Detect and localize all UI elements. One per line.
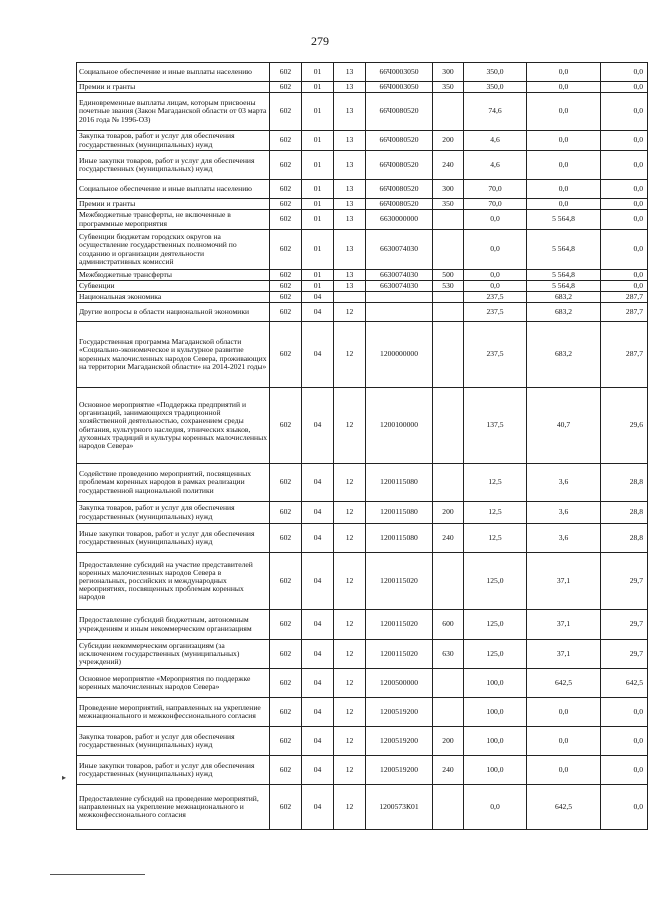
cell-section-code: 04 — [302, 727, 334, 756]
cell-section-code: 01 — [302, 63, 334, 82]
cell-amount-year-1: 12,5 — [464, 524, 527, 553]
cell-target-article-code: 1200573К01 — [366, 785, 433, 830]
cell-target-article-code: 66Ч0003050 — [366, 63, 433, 82]
cell-amount-year-1: 0,0 — [464, 281, 527, 292]
page-number: 279 — [311, 34, 329, 48]
cell-amount-year-3: 0,0 — [601, 82, 648, 93]
cell-amount-year-1: 237,5 — [464, 292, 527, 303]
cell-amount-year-2: 5 564,8 — [527, 230, 601, 270]
cell-amount-year-1: 74,6 — [464, 93, 527, 131]
cell-section-code: 04 — [302, 669, 334, 698]
cell-ministry-code: 602 — [270, 502, 302, 524]
cell-section-code: 04 — [302, 756, 334, 785]
cell-subsection-code: 13 — [334, 93, 366, 131]
cell-target-article-code: 66Ч0080520 — [366, 180, 433, 199]
cell-amount-year-2: 5 564,8 — [527, 210, 601, 230]
cell-subsection-code: 12 — [334, 524, 366, 553]
cell-row-name: Закупка товаров, работ и услуг для обеспечения государственных (муниципальных) нужд — [77, 727, 270, 756]
cell-target-article-code: 1200519200 — [366, 727, 433, 756]
cell-row-name: Иные закупки товаров, работ и услуг для обеспечения государственных (муниципальных) нужд — [77, 756, 270, 785]
footnote-rule — [50, 874, 145, 875]
cell-section-code: 01 — [302, 230, 334, 270]
cell-amount-year-2: 3,6 — [527, 502, 601, 524]
cell-amount-year-3: 0,0 — [601, 93, 648, 131]
cell-amount-year-3: 28,8 — [601, 464, 648, 502]
cell-amount-year-1: 137,5 — [464, 388, 527, 464]
cell-amount-year-3: 0,0 — [601, 756, 648, 785]
cell-amount-year-3: 28,8 — [601, 524, 648, 553]
table-row — [77, 131, 648, 151]
cell-section-code: 01 — [302, 151, 334, 180]
table-row — [77, 464, 648, 502]
cell-subsection-code: 12 — [334, 303, 366, 322]
cell-target-article-code: 66Ч0080520 — [366, 199, 433, 210]
cell-section-code: 01 — [302, 281, 334, 292]
cell-row-name: Иные закупки товаров, работ и услуг для обеспечения государственных (муниципальных) нужд — [77, 524, 270, 553]
cell-ministry-code: 602 — [270, 199, 302, 210]
table-row — [77, 151, 648, 180]
cell-amount-year-2: 0,0 — [527, 698, 601, 727]
cell-amount-year-2: 37,1 — [527, 553, 601, 610]
cell-expense-type-code: 350 — [433, 82, 464, 93]
cell-section-code: 01 — [302, 93, 334, 131]
cell-amount-year-3: 287,7 — [601, 322, 648, 388]
cell-expense-type-code — [433, 553, 464, 610]
cell-row-name: Основное мероприятие «Поддержка предприятий и организаций, занимающихся традиционной хозяйственной деятельностью, сохранением среды обитания, культурного наследия, этнических языков, духовных традиций и культуры коренных малочисленных народов Севера» — [77, 388, 270, 464]
cell-row-name: Закупка товаров, работ и услуг для обеспечения государственных (муниципальных) нужд — [77, 502, 270, 524]
cell-amount-year-1: 70,0 — [464, 180, 527, 199]
table-row — [77, 199, 648, 210]
cell-amount-year-1: 100,0 — [464, 756, 527, 785]
table-row — [77, 63, 648, 82]
cell-subsection-code: 13 — [334, 199, 366, 210]
cell-subsection-code: 12 — [334, 502, 366, 524]
cell-row-name: Другие вопросы в области национальной экономики — [77, 303, 270, 322]
cell-target-article-code: 66Ч0080520 — [366, 93, 433, 131]
cell-subsection-code: 12 — [334, 669, 366, 698]
cell-expense-type-code — [433, 230, 464, 270]
cell-amount-year-1: 0,0 — [464, 210, 527, 230]
table-row — [77, 698, 648, 727]
cell-amount-year-2: 5 564,8 — [527, 270, 601, 281]
cell-ministry-code: 602 — [270, 63, 302, 82]
table-row — [77, 502, 648, 524]
cell-ministry-code: 602 — [270, 727, 302, 756]
cell-expense-type-code: 200 — [433, 502, 464, 524]
cell-row-name: Единовременные выплаты лицам, которым присвоены почетные звания (Закон Магаданской области от 03 марта 2016 года № 1996-ОЗ) — [77, 93, 270, 131]
cell-subsection-code: 13 — [334, 63, 366, 82]
table-row — [77, 180, 648, 199]
cell-amount-year-1: 0,0 — [464, 230, 527, 270]
cell-amount-year-3: 0,0 — [601, 199, 648, 210]
cell-section-code: 04 — [302, 322, 334, 388]
budget-table — [76, 62, 648, 830]
table-row — [77, 610, 648, 640]
cell-amount-year-1: 12,5 — [464, 464, 527, 502]
cell-ministry-code: 602 — [270, 610, 302, 640]
cell-expense-type-code: 240 — [433, 524, 464, 553]
table-row — [77, 93, 648, 131]
cell-amount-year-3: 0,0 — [601, 230, 648, 270]
cell-subsection-code: 12 — [334, 640, 366, 669]
cell-ministry-code: 602 — [270, 388, 302, 464]
cell-subsection-code: 13 — [334, 281, 366, 292]
cell-target-article-code: 66Ч0080520 — [366, 151, 433, 180]
cell-amount-year-2: 642,5 — [527, 785, 601, 830]
cell-expense-type-code: 240 — [433, 151, 464, 180]
cell-ministry-code: 602 — [270, 82, 302, 93]
cell-amount-year-3: 0,0 — [601, 151, 648, 180]
cell-target-article-code: 1200519200 — [366, 698, 433, 727]
cell-row-name: Премии и гранты — [77, 82, 270, 93]
cell-row-name: Содействие проведению мероприятий, посвященных проблемам коренных народов в рамках реализации государственной национальной политики — [77, 464, 270, 502]
cell-amount-year-2: 0,0 — [527, 756, 601, 785]
cell-amount-year-1: 100,0 — [464, 698, 527, 727]
cell-amount-year-2: 3,6 — [527, 464, 601, 502]
cell-amount-year-3: 29,6 — [601, 388, 648, 464]
cell-section-code: 04 — [302, 464, 334, 502]
cell-row-name: Субвенции — [77, 281, 270, 292]
cell-amount-year-3: 0,0 — [601, 270, 648, 281]
cell-amount-year-2: 0,0 — [527, 131, 601, 151]
table-row — [77, 82, 648, 93]
cell-amount-year-3: 0,0 — [601, 698, 648, 727]
cell-expense-type-code: 600 — [433, 610, 464, 640]
cell-amount-year-2: 683,2 — [527, 292, 601, 303]
cell-target-article-code: 6630000000 — [366, 210, 433, 230]
cell-expense-type-code: 350 — [433, 199, 464, 210]
cell-section-code: 04 — [302, 388, 334, 464]
budget-table-body — [77, 63, 648, 830]
cell-amount-year-3: 0,0 — [601, 727, 648, 756]
cell-subsection-code: 12 — [334, 698, 366, 727]
cell-ministry-code: 602 — [270, 292, 302, 303]
cell-expense-type-code: 200 — [433, 727, 464, 756]
cell-subsection-code: 12 — [334, 727, 366, 756]
cell-target-article-code: 1200115080 — [366, 502, 433, 524]
cell-expense-type-code: 500 — [433, 270, 464, 281]
cell-section-code: 04 — [302, 524, 334, 553]
cell-row-name: Премии и гранты — [77, 199, 270, 210]
cell-target-article-code: 1200115080 — [366, 464, 433, 502]
cell-row-name: Субсидии некоммерческим организациям (за исключением государственных (муниципальных) учреждений) — [77, 640, 270, 669]
cell-amount-year-1: 0,0 — [464, 785, 527, 830]
cell-amount-year-2: 37,1 — [527, 610, 601, 640]
margin-mark: ▸ — [62, 773, 67, 782]
cell-amount-year-2: 0,0 — [527, 151, 601, 180]
cell-ministry-code: 602 — [270, 230, 302, 270]
cell-amount-year-3: 0,0 — [601, 210, 648, 230]
cell-subsection-code: 13 — [334, 131, 366, 151]
cell-subsection-code: 12 — [334, 553, 366, 610]
cell-expense-type-code — [433, 785, 464, 830]
cell-row-name: Национальная экономика — [77, 292, 270, 303]
cell-ministry-code: 602 — [270, 131, 302, 151]
cell-amount-year-3: 287,7 — [601, 292, 648, 303]
cell-amount-year-2: 3,6 — [527, 524, 601, 553]
cell-expense-type-code — [433, 210, 464, 230]
cell-expense-type-code: 300 — [433, 63, 464, 82]
cell-expense-type-code — [433, 698, 464, 727]
cell-section-code: 01 — [302, 131, 334, 151]
cell-amount-year-1: 237,5 — [464, 303, 527, 322]
cell-ministry-code: 602 — [270, 303, 302, 322]
cell-section-code: 01 — [302, 210, 334, 230]
cell-row-name: Предоставление субсидий бюджетным, автономным учреждениям и иным некоммерческим организациям — [77, 610, 270, 640]
cell-target-article-code: 66Ч0080520 — [366, 131, 433, 151]
cell-subsection-code: 12 — [334, 464, 366, 502]
cell-subsection-code: 13 — [334, 210, 366, 230]
cell-section-code: 01 — [302, 199, 334, 210]
cell-amount-year-3: 0,0 — [601, 180, 648, 199]
cell-amount-year-2: 683,2 — [527, 322, 601, 388]
cell-section-code: 04 — [302, 303, 334, 322]
cell-expense-type-code: 630 — [433, 640, 464, 669]
cell-amount-year-1: 0,0 — [464, 270, 527, 281]
cell-row-name: Государственная программа Магаданской области «Социально-экономическое и культурное развитие коренных малочисленных народов Севера, проживающих на территории Магаданской области» на 2014-2021 годы» — [77, 322, 270, 388]
cell-amount-year-1: 100,0 — [464, 727, 527, 756]
cell-ministry-code: 602 — [270, 553, 302, 610]
cell-target-article-code: 1200000000 — [366, 322, 433, 388]
table-row — [77, 303, 648, 322]
cell-target-article-code: 1200100000 — [366, 388, 433, 464]
cell-amount-year-3: 29,7 — [601, 610, 648, 640]
cell-section-code: 01 — [302, 82, 334, 93]
cell-subsection-code: 13 — [334, 151, 366, 180]
cell-amount-year-2: 37,1 — [527, 640, 601, 669]
cell-ministry-code: 602 — [270, 270, 302, 281]
cell-expense-type-code — [433, 292, 464, 303]
cell-ministry-code: 602 — [270, 180, 302, 199]
cell-row-name: Социальное обеспечение и иные выплаты населению — [77, 63, 270, 82]
cell-target-article-code — [366, 303, 433, 322]
cell-ministry-code: 602 — [270, 464, 302, 502]
cell-amount-year-3: 642,5 — [601, 669, 648, 698]
cell-row-name: Социальное обеспечение и иные выплаты населению — [77, 180, 270, 199]
cell-section-code: 01 — [302, 270, 334, 281]
cell-row-name: Межбюджетные трансферты — [77, 270, 270, 281]
cell-amount-year-2: 0,0 — [527, 63, 601, 82]
cell-amount-year-1: 12,5 — [464, 502, 527, 524]
cell-amount-year-1: 4,6 — [464, 131, 527, 151]
cell-amount-year-3: 29,7 — [601, 553, 648, 610]
cell-target-article-code: 1200115020 — [366, 553, 433, 610]
cell-ministry-code: 602 — [270, 698, 302, 727]
cell-expense-type-code — [433, 464, 464, 502]
cell-amount-year-1: 4,6 — [464, 151, 527, 180]
table-row — [77, 388, 648, 464]
cell-target-article-code: 1200115020 — [366, 610, 433, 640]
cell-expense-type-code — [433, 303, 464, 322]
cell-amount-year-1: 237,5 — [464, 322, 527, 388]
cell-expense-type-code — [433, 322, 464, 388]
cell-ministry-code: 602 — [270, 524, 302, 553]
cell-expense-type-code — [433, 388, 464, 464]
cell-target-article-code: 66Ч0003050 — [366, 82, 433, 93]
table-row — [77, 524, 648, 553]
cell-amount-year-1: 125,0 — [464, 610, 527, 640]
cell-amount-year-2: 5 564,8 — [527, 281, 601, 292]
cell-subsection-code: 13 — [334, 270, 366, 281]
cell-subsection-code: 12 — [334, 322, 366, 388]
cell-ministry-code: 602 — [270, 93, 302, 131]
cell-target-article-code: 6630074030 — [366, 281, 433, 292]
cell-ministry-code: 602 — [270, 785, 302, 830]
cell-amount-year-1: 350,0 — [464, 63, 527, 82]
table-row — [77, 270, 648, 281]
cell-subsection-code: 13 — [334, 82, 366, 93]
cell-ministry-code: 602 — [270, 322, 302, 388]
cell-amount-year-1: 350,0 — [464, 82, 527, 93]
cell-expense-type-code — [433, 669, 464, 698]
cell-row-name: Предоставление субсидий на проведение мероприятий, направленных на укрепление межнационального и межконфессионального согласия — [77, 785, 270, 830]
cell-amount-year-2: 40,7 — [527, 388, 601, 464]
cell-section-code: 04 — [302, 610, 334, 640]
cell-expense-type-code: 200 — [433, 131, 464, 151]
table-row — [77, 230, 648, 270]
table-row — [77, 292, 648, 303]
cell-target-article-code: 1200519200 — [366, 756, 433, 785]
cell-target-article-code: 6630074030 — [366, 270, 433, 281]
cell-row-name: Предоставление субсидий на участие представителей коренных малочисленных народов Севера в региональных, российских и международных мероприятиях, посвященных проблемам коренных народов — [77, 553, 270, 610]
cell-target-article-code: 1200500000 — [366, 669, 433, 698]
cell-section-code: 04 — [302, 785, 334, 830]
cell-amount-year-3: 28,8 — [601, 502, 648, 524]
cell-amount-year-1: 125,0 — [464, 640, 527, 669]
cell-amount-year-1: 125,0 — [464, 553, 527, 610]
cell-expense-type-code — [433, 93, 464, 131]
table-row — [77, 756, 648, 785]
cell-subsection-code: 12 — [334, 785, 366, 830]
cell-subsection-code: 13 — [334, 180, 366, 199]
cell-subsection-code: 13 — [334, 230, 366, 270]
cell-amount-year-2: 0,0 — [527, 93, 601, 131]
cell-subsection-code: 12 — [334, 756, 366, 785]
cell-ministry-code: 602 — [270, 669, 302, 698]
cell-subsection-code — [334, 292, 366, 303]
table-row — [77, 210, 648, 230]
cell-amount-year-3: 29,7 — [601, 640, 648, 669]
cell-amount-year-3: 0,0 — [601, 785, 648, 830]
cell-ministry-code: 602 — [270, 281, 302, 292]
cell-amount-year-3: 0,0 — [601, 63, 648, 82]
cell-amount-year-2: 683,2 — [527, 303, 601, 322]
cell-row-name: Субвенции бюджетам городских округов на осуществление государственных полномочий по созданию и организации деятельности административных комиссий — [77, 230, 270, 270]
cell-target-article-code: 1200115080 — [366, 524, 433, 553]
cell-amount-year-1: 100,0 — [464, 669, 527, 698]
cell-amount-year-2: 0,0 — [527, 199, 601, 210]
table-row — [77, 727, 648, 756]
table-row — [77, 553, 648, 610]
cell-subsection-code: 12 — [334, 388, 366, 464]
cell-target-article-code: 6630074030 — [366, 230, 433, 270]
cell-amount-year-3: 0,0 — [601, 131, 648, 151]
cell-ministry-code: 602 — [270, 151, 302, 180]
cell-section-code: 04 — [302, 502, 334, 524]
cell-amount-year-2: 0,0 — [527, 82, 601, 93]
cell-row-name: Межбюджетные трансферты, не включенные в программные мероприятия — [77, 210, 270, 230]
cell-amount-year-3: 287,7 — [601, 303, 648, 322]
cell-ministry-code: 602 — [270, 640, 302, 669]
cell-expense-type-code: 300 — [433, 180, 464, 199]
cell-amount-year-3: 0,0 — [601, 281, 648, 292]
cell-section-code: 01 — [302, 180, 334, 199]
table-row — [77, 281, 648, 292]
table-row — [77, 322, 648, 388]
cell-expense-type-code: 240 — [433, 756, 464, 785]
cell-section-code: 04 — [302, 553, 334, 610]
cell-amount-year-2: 0,0 — [527, 727, 601, 756]
cell-section-code: 04 — [302, 292, 334, 303]
cell-row-name: Проведение мероприятий, направленных на укрепление межнационального и межконфессионального согласия — [77, 698, 270, 727]
cell-ministry-code: 602 — [270, 756, 302, 785]
cell-subsection-code: 12 — [334, 610, 366, 640]
table-row — [77, 669, 648, 698]
cell-section-code: 04 — [302, 640, 334, 669]
cell-amount-year-2: 0,0 — [527, 180, 601, 199]
cell-expense-type-code: 530 — [433, 281, 464, 292]
cell-ministry-code: 602 — [270, 210, 302, 230]
table-row — [77, 640, 648, 669]
cell-target-article-code — [366, 292, 433, 303]
cell-amount-year-1: 70,0 — [464, 199, 527, 210]
cell-row-name: Закупка товаров, работ и услуг для обеспечения государственных (муниципальных) нужд — [77, 131, 270, 151]
cell-amount-year-2: 642,5 — [527, 669, 601, 698]
cell-row-name: Иные закупки товаров, работ и услуг для обеспечения государственных (муниципальных) нужд — [77, 151, 270, 180]
cell-target-article-code: 1200115020 — [366, 640, 433, 669]
cell-section-code: 04 — [302, 698, 334, 727]
table-row — [77, 785, 648, 830]
cell-row-name: Основное мероприятие «Мероприятия по поддержке коренных малочисленных народов Севера» — [77, 669, 270, 698]
